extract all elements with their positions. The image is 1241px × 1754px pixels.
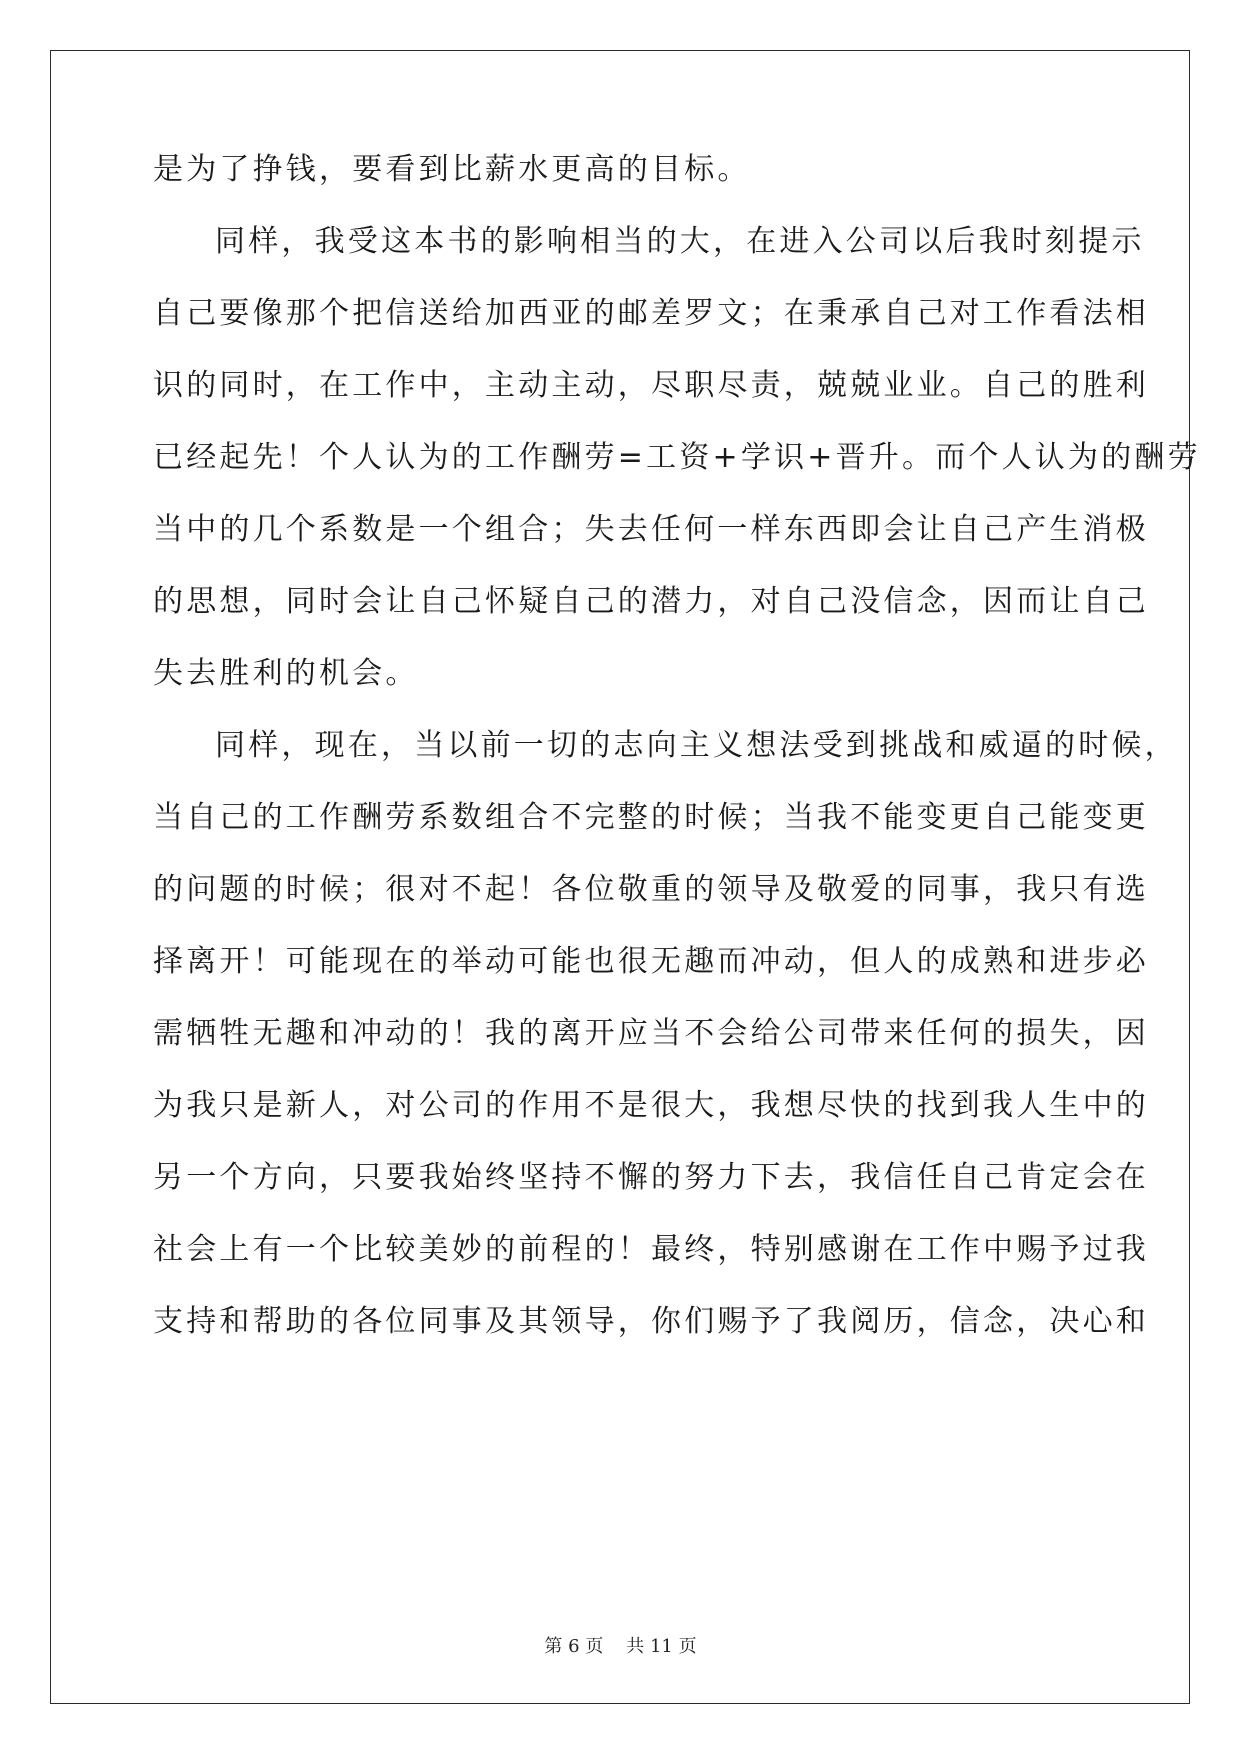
paragraph-line: 为我只是新人，对公司的作用不是很大，我想尽快的找到我人生中的: [153, 1088, 1149, 1123]
paragraph-line: 当中的几个系数是一个组合；失去任何一样东西即会让自己产生消极: [153, 512, 1149, 547]
page-total: 共 11 页: [626, 1636, 697, 1657]
paragraph-line: 已经起先！个人认为的工作酬劳=工资+学识+晋升。而个人认为的酬劳: [153, 440, 1201, 475]
paragraph-line: 同样，现在，当以前一切的志向主义想法受到挑战和威逼的时候，: [215, 728, 1178, 763]
paragraph-line: 识的同时，在工作中，主动主动，尽职尽责，兢兢业业。自己的胜利: [153, 368, 1149, 403]
paragraph-line: 失去胜利的机会。: [153, 656, 419, 691]
paragraph-line: 择离开！可能现在的举动可能也很无趣而冲动，但人的成熟和进步必: [153, 944, 1149, 979]
paragraph-line: 是为了挣钱，要看到比薪水更高的目标。: [153, 152, 751, 187]
paragraph-line: 同样，我受这本书的影响相当的大，在进入公司以后我时刻提示: [215, 224, 1145, 259]
paragraph-line: 当自己的工作酬劳系数组合不完整的时候；当我不能变更自己能变更: [153, 800, 1149, 835]
page-footer: [0, 1632, 1241, 1658]
paragraph-line: 需牺牲无趣和冲动的！我的离开应当不会给公司带来任何的损失，因: [153, 1016, 1149, 1051]
paragraph-line: 的问题的时候；很对不起！各位敬重的领导及敬爱的同事，我只有选: [153, 872, 1149, 907]
paragraph-line: 自己要像那个把信送给加西亚的邮差罗文；在秉承自己对工作看法相: [153, 296, 1149, 331]
paragraph-line: 支持和帮助的各位同事及其领导，你们赐予了我阅历，信念，决心和: [153, 1304, 1149, 1339]
page-number: 第 6 页: [544, 1636, 604, 1657]
paragraph-line: 社会上有一个比较美妙的前程的！最终，特别感谢在工作中赐予过我: [153, 1232, 1149, 1267]
paragraph-line: 的思想，同时会让自己怀疑自己的潜力，对自己没信念，因而让自己: [153, 584, 1149, 619]
paragraph-line: 另一个方向，只要我始终坚持不懈的努力下去，我信任自己肯定会在: [153, 1160, 1149, 1195]
